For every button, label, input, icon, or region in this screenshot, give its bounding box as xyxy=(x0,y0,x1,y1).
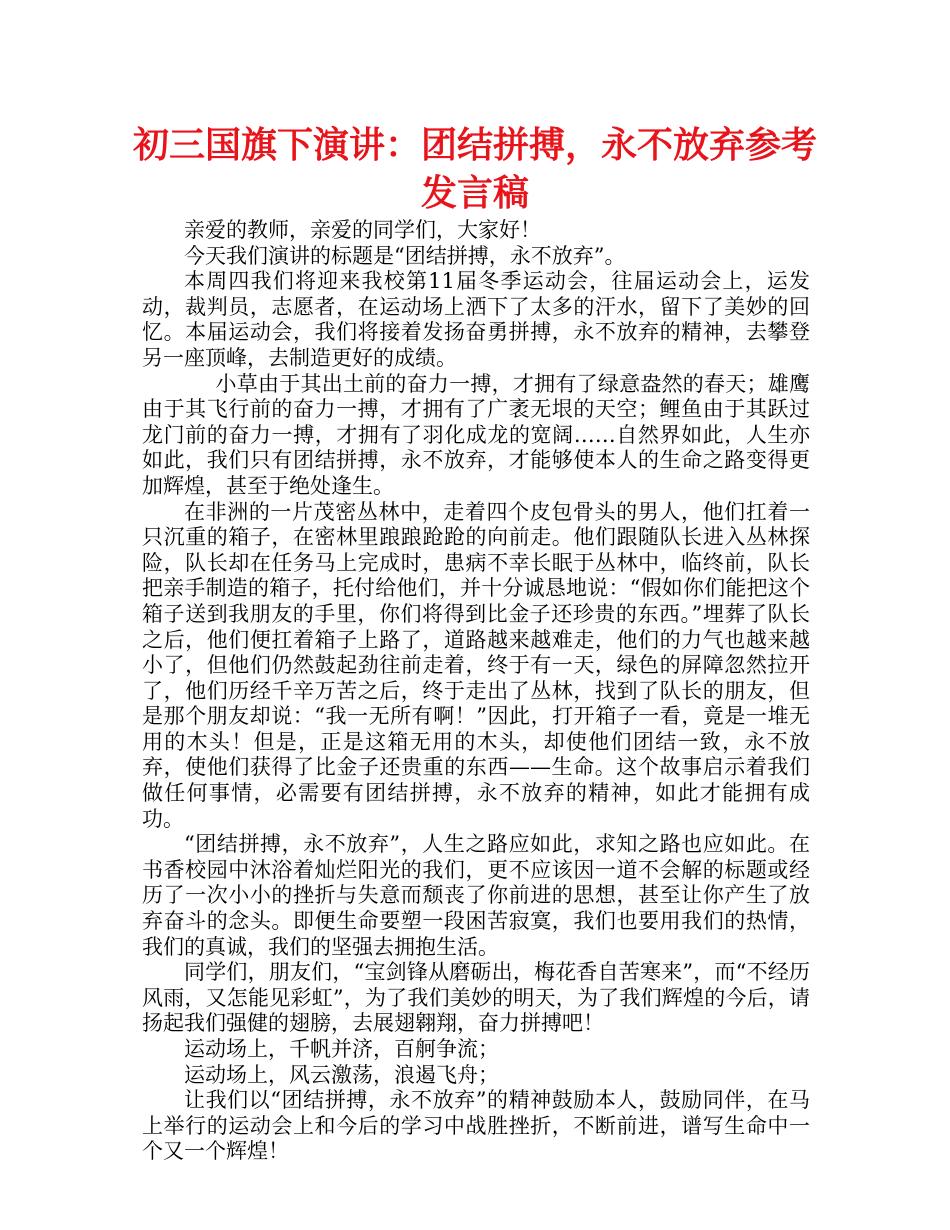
paragraph-topic: 今天我们演讲的标题是“团结拼搏，永不放弃”。 xyxy=(184,243,626,268)
document-title: 初三国旗下演讲：团结拼搏，永不放弃参考发言稿 xyxy=(132,125,817,214)
paragraph-nature: 小草由于其出土前的奋力一搏，才拥有了绿意盎然的春天；雄鹰由于其飞行前的奋力一搏，才拥有了广袤无垠的天空；鲤鱼由于其跃过龙门前的奋力一搏，才拥有了羽化成龙的宽阔……自然界如此，人生亦如此，我们只有团结拼搏，永不放弃，才能够使本人的生命之路变得更加辉煌，甚至于绝处逢生。 xyxy=(142,371,810,498)
document-body xyxy=(142,218,810,1165)
paragraph-sports-meet: 本周四我们将迎来我校第11届冬季运动会，往届运动会上，运发动，裁判员，志愿者，在运动场上洒下了太多的汗水，留下了美妙的回忆。本届运动会，我们将接着发扬奋勇拼搏，永不放弃的精神，去攀登另一座顶峰，去制造更好的成绩。 xyxy=(142,269,810,370)
paragraph-classmates: 同学们，朋友们，“宝剑锋从磨砺出，梅花香自苦寒来”，而“不经历风雨，又怎能见彩虹”，为了我们美妙的明天，为了我们辉煌的今后，请扬起我们强健的翅膀，去展翅翱翔，奋力拼搏吧！ xyxy=(142,960,810,1036)
paragraph-africa-story: 在非洲的一片茂密丛林中，走着四个皮包骨头的男人，他们扛着一只沉重的箱子，在密林里踉踉跄跄的向前走。他们跟随队长进入丛林探险，队长却在任务马上完成时，患病不幸长眠于丛林中，临终前，队长把亲手制造的箱子，托付给他们，并十分诚恳地说：“假如你们能把这个箱子送到我朋友的手里，你们将得到比金子还珍贵的东西。”埋葬了队长之后，他们便扛着箱子上路了，道路越来越难走，他们的力气也越来越小了，但他们仍然鼓起劲往前走着，终于有一天，绿色的屏障忽然拉开了，他们历经千辛万苦之后，终于走出了丛林，找到了队长的朋友，但是那个朋友却说：“我一无所有啊！”因此，打开箱子一看，竟是一堆无用的木头！但是，正是这箱无用的木头，却使他们团结一致，永不放弃，使他们获得了比金子还贵重的东西——生命。这个故事启示着我们做任何事情，必需要有团结拼搏，永不放弃的精神，如此才能拥有成功。 xyxy=(142,499,810,831)
paragraph-field-1: 运动场上，千帆并济，百舸争流； xyxy=(184,1037,499,1061)
paragraph-greeting: 亲爱的教师，亲爱的同学们，大家好！ xyxy=(184,218,541,242)
paragraph-field-2: 运动场上，风云激荡，浪遏飞舟； xyxy=(184,1062,499,1087)
paragraph-life-path: “团结拼搏，永不放弃”，人生之路应如此，求知之路也应如此。在书香校园中沐浴着灿烂阳光的我们，更不应该因一道不会解的标题或经历了一次小小的挫折与失意而颓丧了你前进的思想，甚至让你产生了放弃奋斗的念头。即便生命要塑一段困苦寂寞，我们也要用我们的热情，我们的真诚，我们的坚强去拥抱生活。 xyxy=(142,832,810,959)
paragraph-closing: 让我们以“团结拼搏，永不放弃”的精神鼓励本人，鼓励同伴，在马上举行的运动会上和今后的学习中战胜挫折，不断前进，谱写生命中一个又一个辉煌！ xyxy=(142,1088,810,1164)
